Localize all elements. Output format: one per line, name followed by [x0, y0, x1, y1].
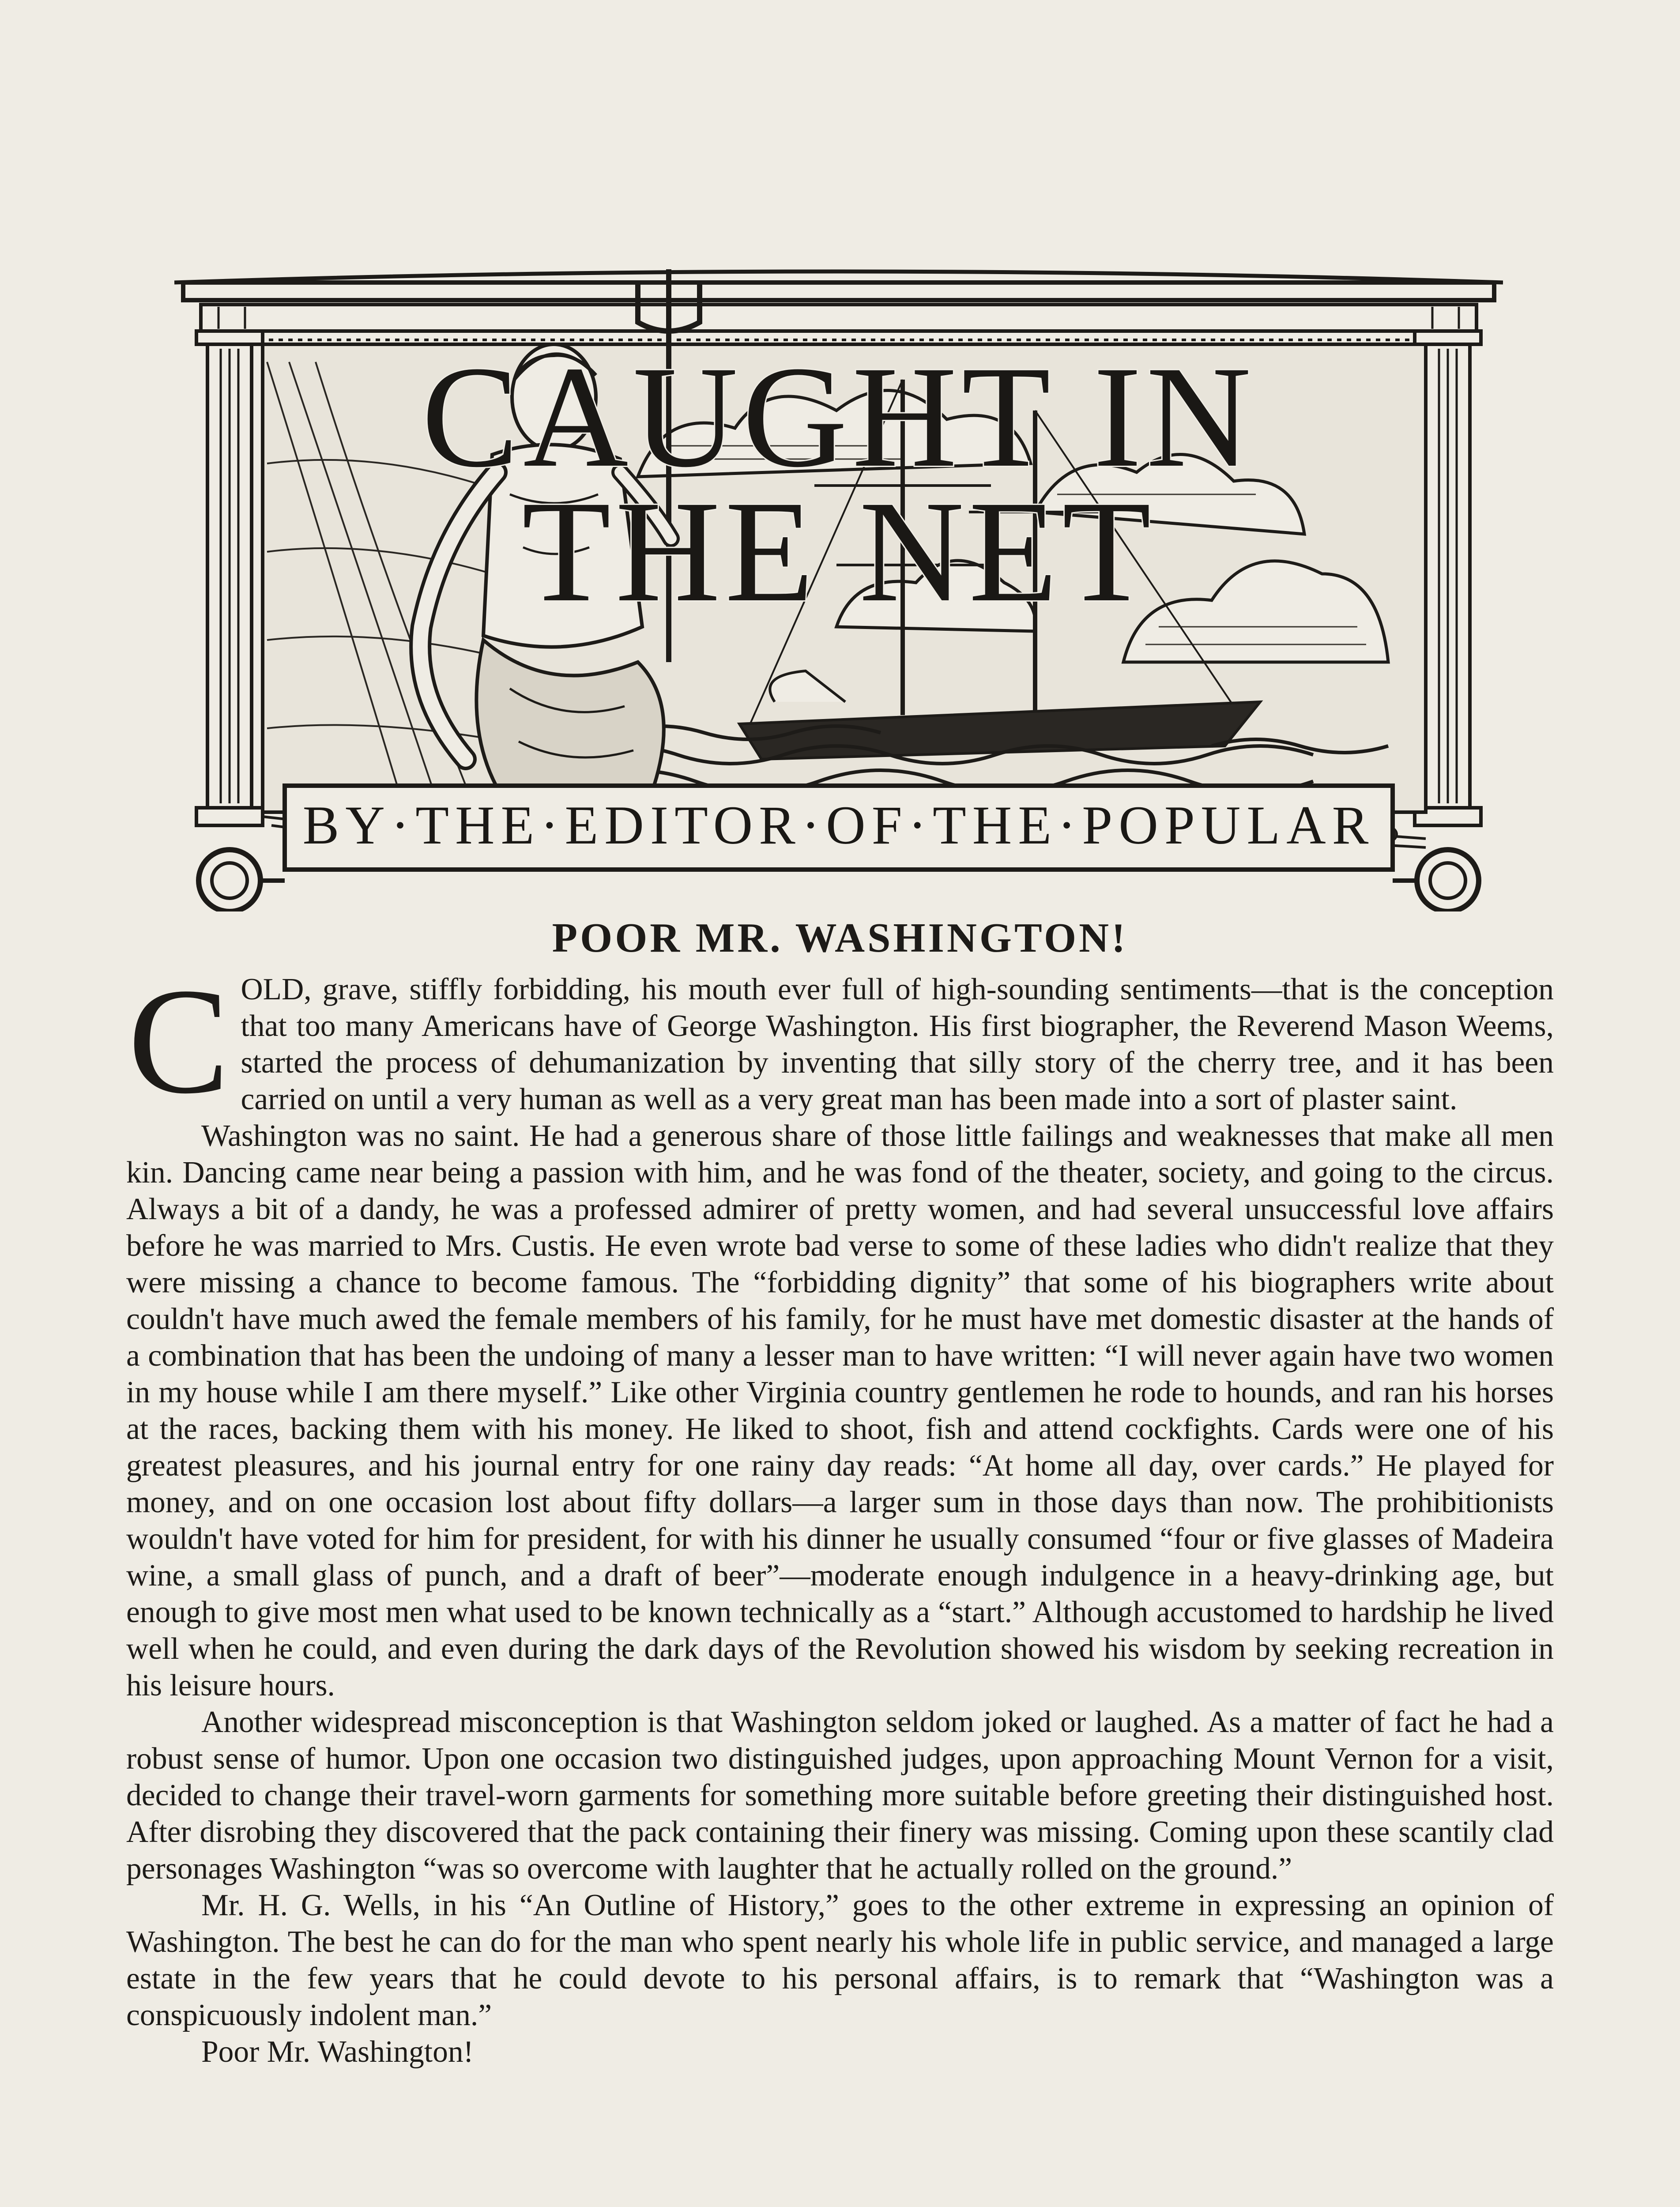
left-column: [196, 331, 263, 911]
paragraph-1-text: OLD, grave, stiffly forbidding, his mouth ever full of high-sounding sentiments—that is the conception that too many Americans have of George Washington. His first biographer, the Reverend Mason Weems, started the process of dehumanization by inventing that silly story of the cherry tree, and it has been carried on until a very human as well as a very great man has been made into a sort of plaster saint.: [241, 972, 1554, 1116]
article-title: POOR MR. WASHINGTON!: [552, 915, 1128, 961]
title-line-1: CAUGHT IN: [422, 336, 1256, 497]
paragraph-4: Mr. H. G. Wells, in his “An Outline of History,” goes to the other extreme in expressing an opinion of Washington. The best he can do for the man who spent nearly his whole life in public service, and managed a large estate in the few years that he could devote to his personal affairs, is to remark that “Washington was a conspicuously indolent man.”: [126, 1888, 1554, 2032]
paragraph-2: Washington was no saint. He had a generous share of those little failings and weaknesses that make all men kin. Dancing came near being a passion with him, and he was fond of the theater, society, and going to the circus. Always a bit of a dandy, he was a professed admirer of pretty women, and had several unsuccessful love affairs before he was married to Mrs. Custis. He even wrote bad verse to some of these ladies who didn't realize that they were missing a chance to become famous. The “forbidding dignity” that some of his biographers write about couldn't have much awed the female members of his family, for he must have met domestic disaster at the hands of a combination that has been the undoing of many a lesser man to have written: “I will never again have two women in my house while I am there myself.” Like other Virginia country gentlemen he rode to hounds, and ran his horses at the races, backing them with his money. He liked to shoot, fish and attend cockfights. Cards were one of his greatest pleasures, and his journal entry for one rainy day reads: “At home all day, over cards.” He played for money, and on one occasion lost about fifty dollars—a larger sum in those days than now. The prohibitionists wouldn't have voted for him for president, for with his dinner he usually consumed “four or five glasses of Madeira wine, a small glass of punch, and a draft of beer”—moderate enough indulgence in a heavy-drinking age, but enough to give most men what used to be known technically as a “start.” Although accustomed to hardship he lived well when he could, and even during the dark days of the Revolution showed his wisdom by seeking recreation in his leisure hours.: [126, 1119, 1554, 1702]
article-body: [126, 957, 1554, 2070]
paragraph-1: [126, 957, 1554, 1125]
header-title: [422, 336, 1256, 632]
closing-line: Poor Mr. Washington!: [201, 2035, 474, 2069]
byline: BY·THE·EDITOR·OF·THE·POPULAR: [302, 795, 1375, 855]
paragraph-3: Another widespread misconception is that Washington seldom joked or laughed. As a matter of fact he had a robust sense of humor. Upon one occasion two distinguished judges, upon approaching Mount Vernon for a visit, decided to change their travel-worn garments for something more suitable before greeting their distinguished host. After disrobing they discovered that the pack containing their finery was missing. Coming upon these scantily clad personages Washington “was so overcome with laughter that he actually rolled on the ground.”: [126, 1705, 1554, 1886]
drop-cap: C: [128, 957, 230, 1125]
cornice: [183, 282, 1494, 300]
title-line-2: THE NET: [522, 471, 1156, 632]
